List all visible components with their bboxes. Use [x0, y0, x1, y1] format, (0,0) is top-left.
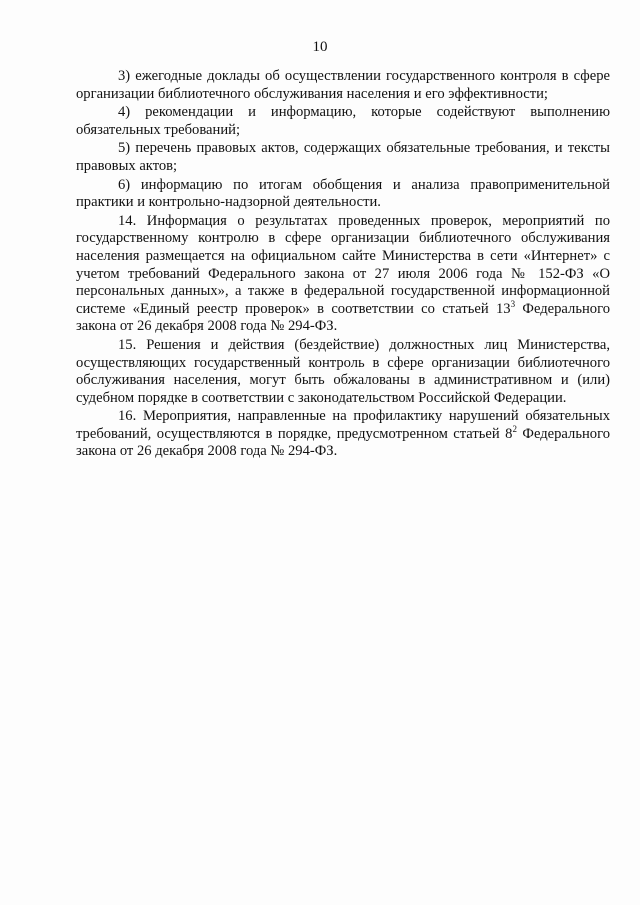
paragraph-item-3: 3) ежегодные доклады об осуществлении государственного контроля в сфере организации библиотечного обслуживания населения и его эффективности; — [76, 68, 610, 102]
article-superscript: 3 — [510, 298, 516, 309]
paragraph-15: 15. Решения и действия (бездействие) должностных лиц Министерства, осуществляющих государственный контроль в сфере организации библиотечного обслуживания населения, могут быть обжалованы в административном и (или) судебном порядке в соответствии с законодательством Российской Федерации. — [76, 336, 610, 406]
paragraph-14-text: 14. Информация о результатах проведенных проверок, мероприятий по государственному контролю в сфере организации библиотечного обслуживания населения размещается на официальном сайте Министерства в сети «Интернет» с учетом требований Федерального закона от 27 июля 2006 года № 152-ФЗ «О персональных данных», а также в федеральной государственной информационной системе «Единый реестр проверок» в соответствии со статьей 13 — [76, 212, 610, 317]
paragraph-16-text: 16. Мероприятия, направленные на профилактику нарушений обязательных требований, осуществляются в порядке, предусмотренном статьей 8 — [76, 408, 610, 442]
paragraph-16 — [76, 408, 610, 461]
paragraph-item-4: 4) рекомендации и информацию, которые содействуют выполнению обязательных требований; — [76, 104, 610, 138]
page-number: 10 — [312, 39, 328, 55]
document-body — [76, 68, 610, 461]
paragraph-14 — [76, 213, 610, 336]
paragraph-item-6: 6) информацию по итогам обобщения и анализа правоприменительной практики и контрольно-надзорной деятельности. — [76, 176, 610, 211]
article-superscript: 2 — [512, 423, 517, 434]
paragraph-16-text-end: Федерального закона от 26 декабря 2008 года № 294-ФЗ. — [76, 425, 610, 460]
paragraph-item-5: 5) перечень правовых актов, содержащих обязательные требования, и тексты правовых актов; — [76, 140, 610, 174]
paragraph-14-text-end: Федерального закона от 26 декабря 2008 года № 294-ФЗ. — [76, 300, 611, 335]
